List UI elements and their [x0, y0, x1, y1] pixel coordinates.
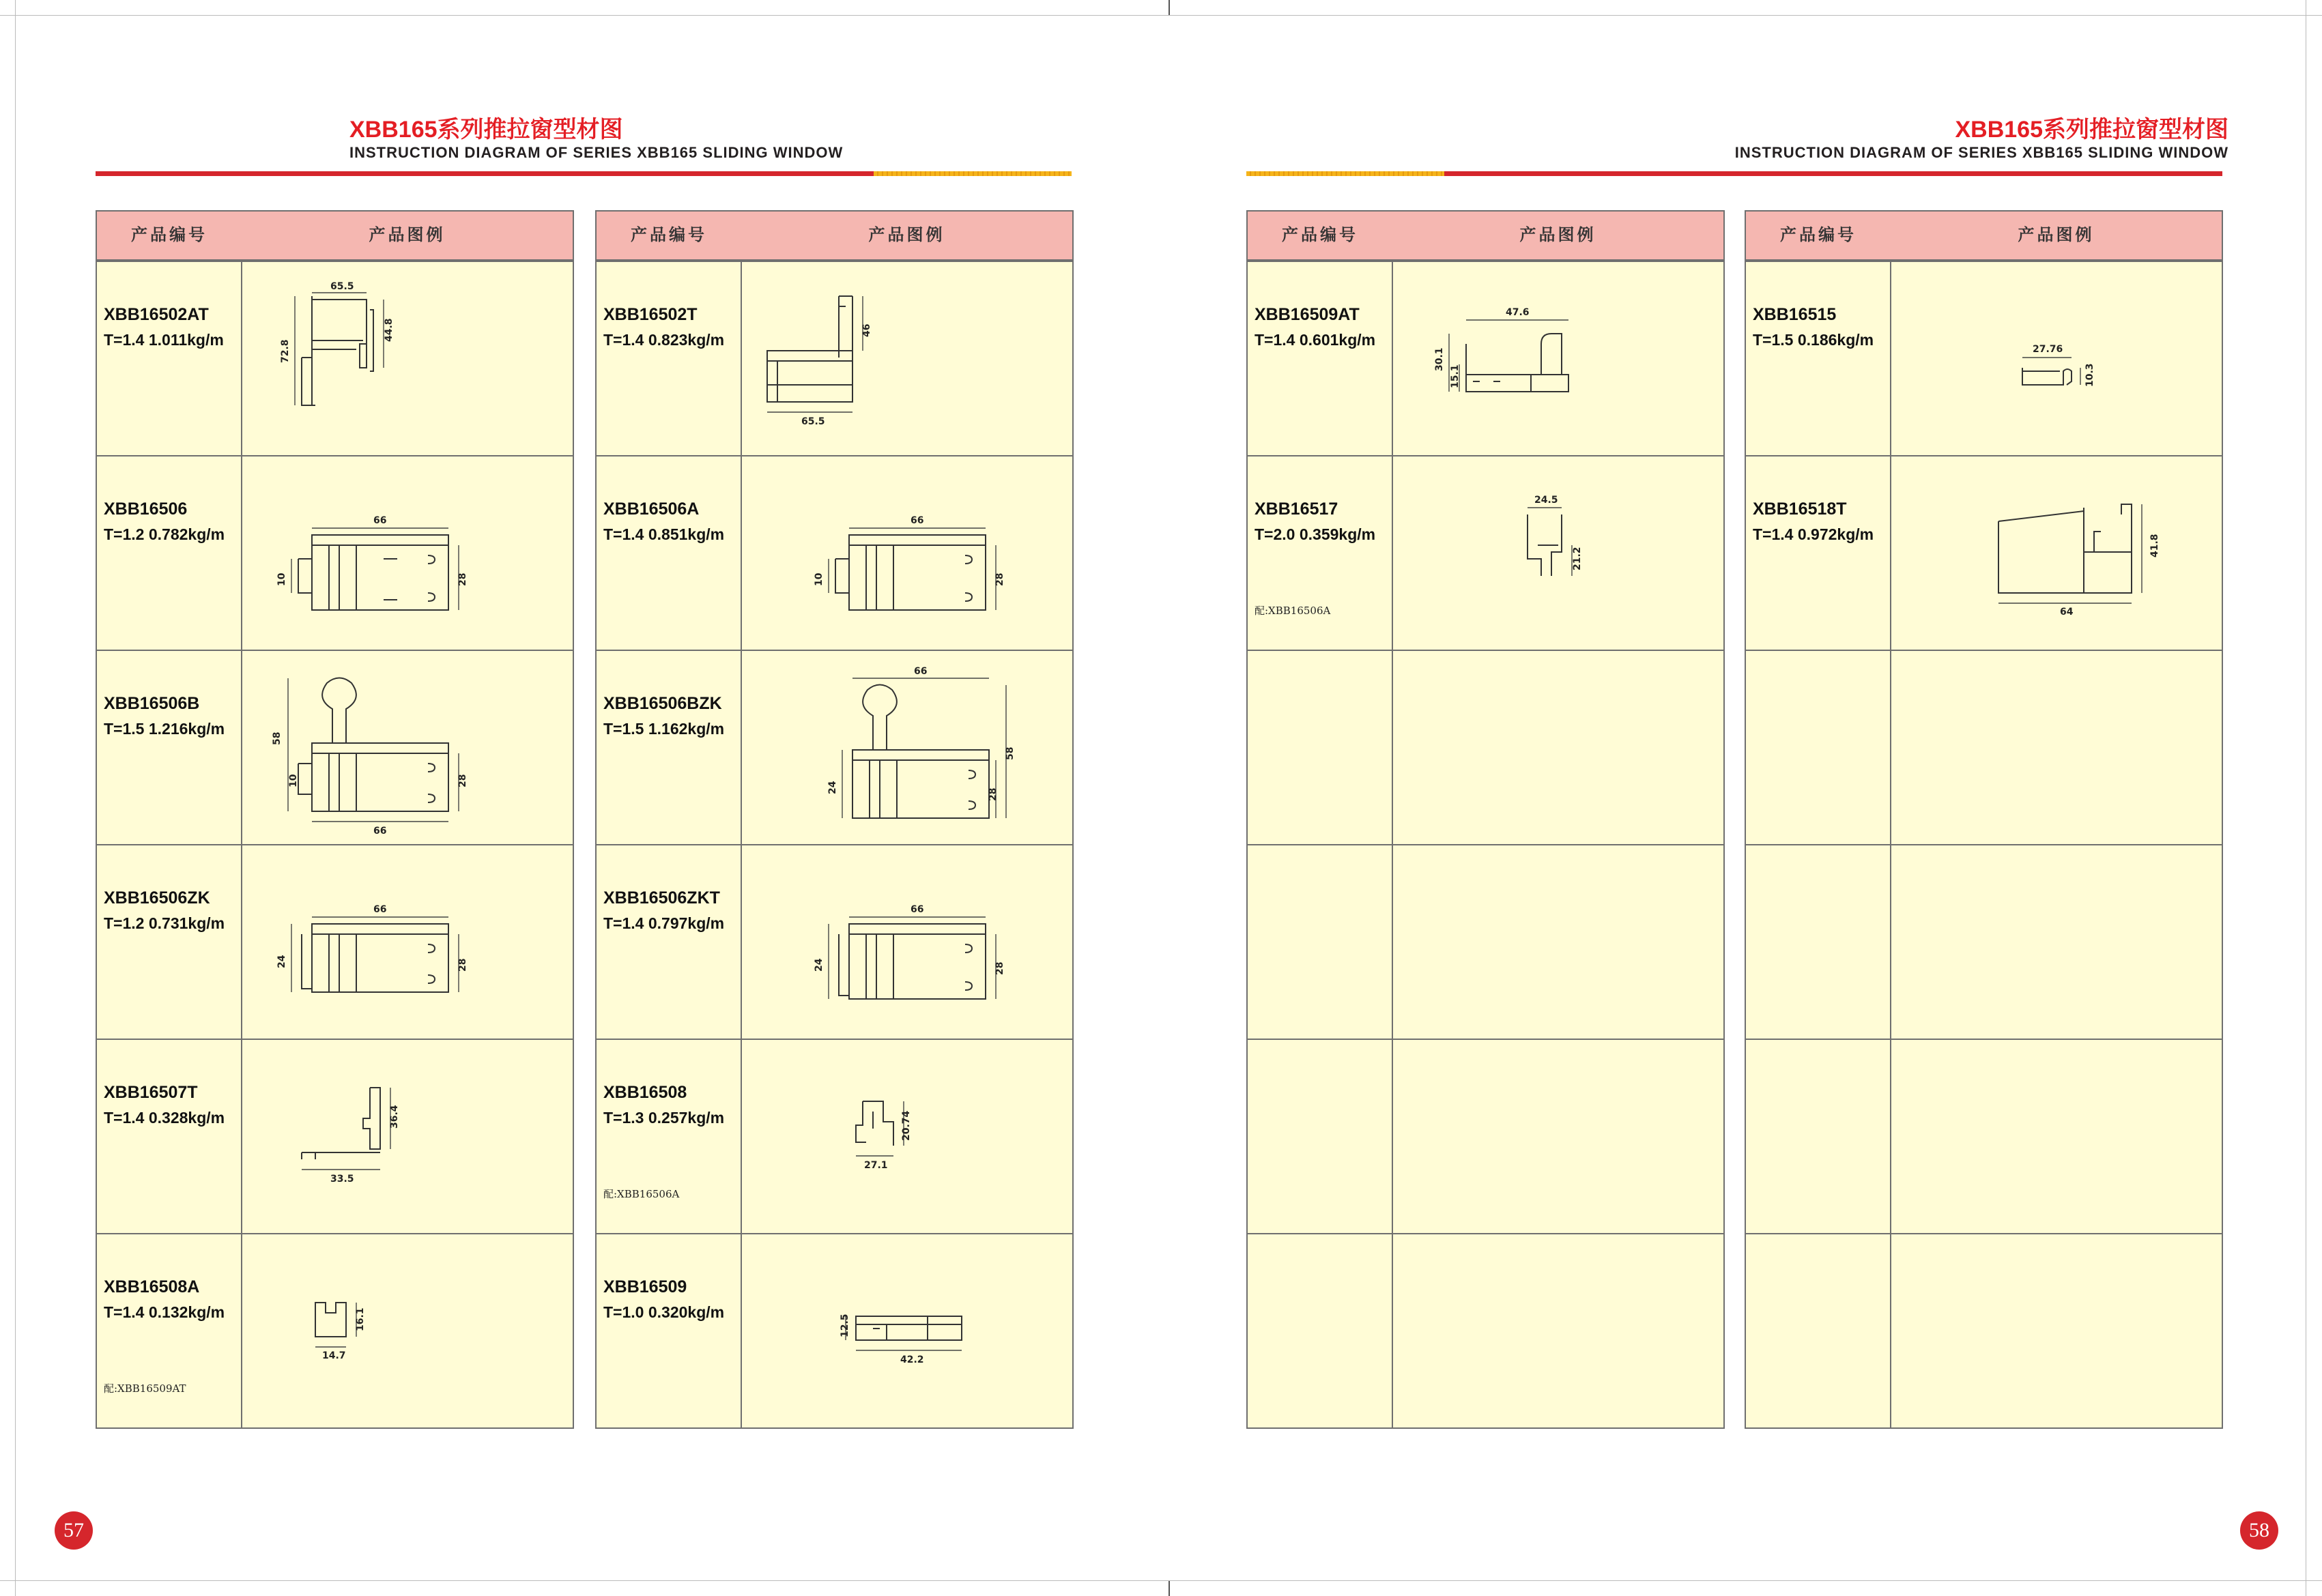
profile-drawing: [747, 852, 1067, 1033]
dim-label: 58: [272, 731, 283, 745]
dim-label: 58: [1005, 746, 1016, 760]
left-page-header: [349, 116, 843, 162]
product-spec: T=1.4 0.601kg/m: [1255, 331, 1376, 349]
table-row: [1746, 844, 2222, 1039]
product-spec: T=1.4 0.132kg/m: [104, 1303, 225, 1321]
profile-drawing: [247, 658, 568, 839]
trim-mark-top: [1169, 0, 1170, 15]
product-code: XBB16515: [1753, 305, 1837, 324]
table-row: [597, 844, 1072, 1039]
profile-drawing: [1398, 269, 1719, 450]
table-row: [1746, 1233, 2222, 1427]
product-note: 配:XBB16506A: [1255, 605, 1331, 617]
dim-label: 24: [814, 958, 825, 972]
table-row: [1248, 1233, 1723, 1427]
profile-drawing: [747, 1241, 1067, 1422]
dim-label: 24: [827, 781, 838, 794]
table-row: [1248, 455, 1723, 650]
table-header: [597, 212, 1072, 261]
table-header: [1248, 212, 1723, 261]
table-row: [1248, 1039, 1723, 1233]
trim-line-top: [0, 15, 2322, 16]
product-spec: T=1.2 0.731kg/m: [104, 914, 225, 932]
profile-drawing: [747, 463, 1067, 644]
dim-label: 20.74: [901, 1110, 912, 1141]
profile-table-2: [595, 210, 1074, 1429]
dim-label: 30.1: [1434, 347, 1445, 371]
page-number-right: 58: [2240, 1511, 2278, 1550]
product-spec: T=1.4 0.328kg/m: [104, 1109, 225, 1127]
profile-drawing: [747, 658, 1067, 839]
col-header-image: 产品图例: [1519, 226, 1596, 244]
product-code: XBB16506BZK: [603, 694, 722, 713]
table-row: [1746, 1039, 2222, 1233]
dim-label: 66: [914, 666, 928, 677]
dim-label: 28: [994, 961, 1005, 975]
dim-label: 42.2: [900, 1354, 924, 1365]
product-spec: T=1.4 0.851kg/m: [603, 525, 725, 543]
product-code: XBB16506ZKT: [603, 888, 720, 908]
dim-label: 27.1: [864, 1160, 888, 1171]
dim-label: 64: [2060, 607, 2074, 618]
product-code: XBB16506A: [603, 499, 700, 519]
dim-label: 10.3: [2084, 363, 2095, 387]
table-row: [597, 261, 1072, 455]
table-row: [97, 455, 573, 650]
col-header-code: 产品编号: [631, 226, 707, 244]
product-spec: T=1.0 0.320kg/m: [603, 1303, 725, 1321]
table-row: [97, 844, 573, 1039]
dim-label: 14.7: [322, 1350, 346, 1361]
table-row: [597, 650, 1072, 844]
product-spec: T=1.5 1.162kg/m: [603, 720, 725, 738]
product-code: XBB16506: [104, 499, 188, 519]
dim-label: 44.8: [384, 318, 395, 342]
col-header-image: 产品图例: [868, 226, 945, 244]
profile-drawing: [747, 269, 1067, 450]
dim-label: 66: [373, 904, 387, 915]
table-row: [1746, 455, 2222, 650]
product-code: XBB16506ZK: [104, 888, 210, 908]
table-row: [1248, 844, 1723, 1039]
dim-label: 33.5: [330, 1174, 354, 1185]
left-header-rule: [96, 171, 1072, 176]
col-header-code: 产品编号: [1780, 226, 1857, 244]
profile-drawing: [747, 1047, 1067, 1228]
table-row: [597, 1233, 1072, 1427]
dim-label: 65.5: [330, 281, 354, 292]
page-title-en: INSTRUCTION DIAGRAM OF SERIES XBB165 SLIDING WINDOW: [1734, 144, 2228, 161]
product-spec: T=1.4 0.797kg/m: [603, 914, 725, 932]
table-row: [97, 261, 573, 455]
profile-drawing: [247, 1047, 568, 1228]
product-spec: T=1.5 0.186kg/m: [1753, 331, 1874, 349]
dim-label: 15.1: [1450, 364, 1461, 388]
product-code: XBB16502T: [603, 305, 698, 324]
profile-table-4: [1745, 210, 2223, 1429]
product-code: XBB16502AT: [104, 305, 209, 324]
col-header-code: 产品编号: [131, 226, 207, 244]
table-row: [97, 650, 573, 844]
dim-label: 24.5: [1534, 495, 1558, 506]
product-spec: T=1.5 1.216kg/m: [104, 720, 225, 738]
product-spec: T=1.2 0.782kg/m: [104, 525, 225, 543]
dim-label: 65.5: [801, 416, 825, 427]
dim-label: 41.8: [2149, 534, 2160, 557]
dim-label: 16.1: [355, 1307, 366, 1331]
dim-label: 10: [276, 572, 287, 586]
dim-label: 12.5: [840, 1314, 850, 1337]
profile-drawing: [247, 1241, 568, 1422]
product-code: XBB16509: [603, 1277, 687, 1296]
product-note: 配:XBB16506A: [603, 1188, 680, 1200]
dim-label: 36.4: [389, 1105, 400, 1129]
page-title-en: INSTRUCTION DIAGRAM OF SERIES XBB165 SLIDING WINDOW: [349, 144, 844, 161]
dim-label: 66: [911, 515, 924, 526]
dim-label: 66: [911, 904, 924, 915]
profile-drawing: [1896, 269, 2217, 450]
trim-mark-bottom: [1169, 1581, 1170, 1596]
table-row: [597, 455, 1072, 650]
profile-drawing: [247, 852, 568, 1033]
product-spec: T=1.3 0.257kg/m: [603, 1109, 725, 1127]
dim-label: 28: [457, 774, 468, 787]
profile-table-1: [96, 210, 574, 1429]
right-header-rule: [1246, 171, 2222, 176]
dim-label: 28: [994, 572, 1005, 586]
product-code: XBB16508A: [104, 1277, 200, 1296]
profile-drawing: [1896, 463, 2217, 644]
dim-label: 28: [457, 572, 468, 586]
dim-label: 10: [288, 774, 299, 787]
product-spec: T=2.0 0.359kg/m: [1255, 525, 1376, 543]
dim-label: 46: [861, 323, 872, 337]
profile-drawing: [247, 269, 568, 450]
product-code: XBB16507T: [104, 1083, 198, 1102]
table-header: [97, 212, 573, 261]
page-title-cn: XBB165系列推拉窗型材图: [1955, 117, 2228, 143]
table-row: [1248, 261, 1723, 455]
dim-label: 21.2: [1572, 547, 1583, 570]
col-header-image: 产品图例: [369, 226, 446, 244]
dim-label: 28: [988, 787, 999, 801]
table-row: [97, 1233, 573, 1427]
col-header-code: 产品编号: [1282, 226, 1358, 244]
product-spec: T=1.4 0.972kg/m: [1753, 525, 1874, 543]
product-spec: T=1.4 0.823kg/m: [603, 331, 725, 349]
table-row: [1746, 261, 2222, 455]
dim-label: 66: [373, 826, 387, 837]
profile-table-3: [1246, 210, 1725, 1429]
product-code: XBB16509AT: [1255, 305, 1360, 324]
table-row: [597, 1039, 1072, 1233]
product-code: XBB16518T: [1753, 499, 1847, 519]
trim-line-bottom: [0, 1580, 2322, 1581]
dim-label: 47.6: [1506, 307, 1530, 318]
profile-drawing: [247, 463, 568, 644]
table-row: [1248, 650, 1723, 844]
dim-label: 66: [373, 515, 387, 526]
product-code: XBB16506B: [104, 694, 200, 713]
dim-label: 72.8: [280, 339, 291, 363]
product-note: 配:XBB16509AT: [104, 1382, 186, 1395]
col-header-image: 产品图例: [2018, 226, 2095, 244]
dim-label: 28: [457, 958, 468, 972]
product-code: XBB16508: [603, 1083, 687, 1102]
table-row: [1746, 650, 2222, 844]
table-row: [97, 1039, 573, 1233]
product-code: XBB16517: [1255, 499, 1338, 519]
page-title-cn: XBB165系列推拉窗型材图: [349, 117, 623, 143]
dim-label: 10: [814, 572, 825, 586]
dim-label: 24: [276, 955, 287, 968]
trim-line-left: [15, 0, 16, 1596]
profile-drawing: [1398, 463, 1719, 644]
right-page-header: [1735, 116, 2228, 162]
table-header: [1746, 212, 2222, 261]
product-spec: T=1.4 1.011kg/m: [104, 331, 224, 349]
dim-label: 27.76: [2033, 344, 2063, 355]
page-number-left: 57: [55, 1511, 93, 1550]
